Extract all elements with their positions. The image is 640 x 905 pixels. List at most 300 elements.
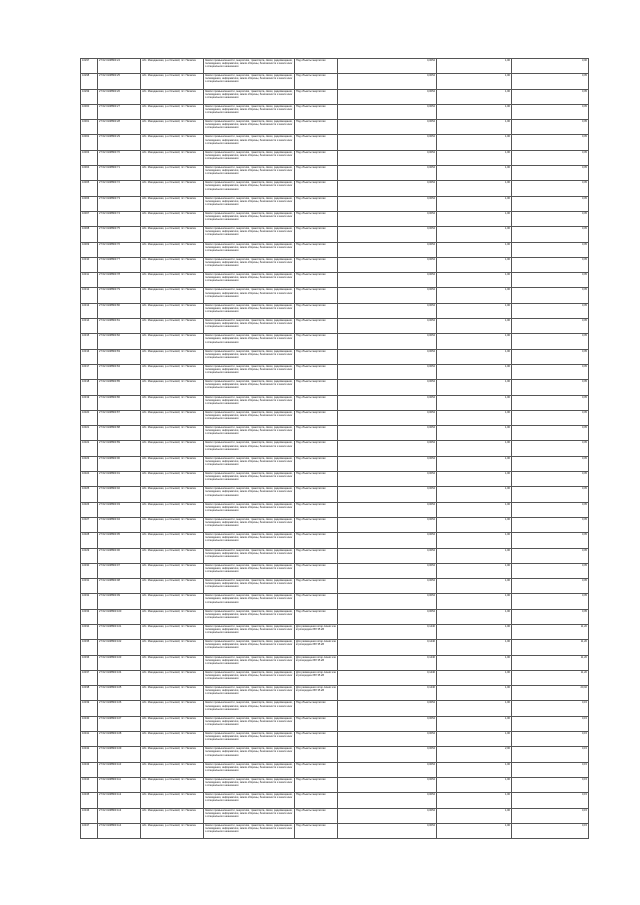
land-category-cell: Земли промышленности, энергетики, транспорта, связи, радиовещания, телевидения, информатики, земли обороны, безопасности и земли иного специального назначения [204,349,295,364]
rate-cell: 0,0054 [338,395,437,410]
permitted-use-cell: Под объекты энергетики [295,288,338,303]
permitted-use-cell: Под объекты энергетики [295,196,338,211]
table-row [81,548,589,563]
address-cell: обл. Магаданская, р-н Ольский, пгт. Палатка [141,579,204,594]
row-number-cell: 10336 [81,655,98,670]
row-number-cell: 10332 [81,594,98,609]
amount-cell: 0,05 [512,517,589,532]
amount-cell: 0,05 [512,120,589,135]
permitted-use-cell: Под объекты энергетики [295,579,338,594]
land-category-cell: Земли промышленности, энергетики, транспорта, связи, радиовещания, телевидения, информатики, земли обороны, безопасности и земли иного специального назначения [204,456,295,471]
coefficient-cell: 1,00 [437,303,512,318]
cadastral-number-cell: 27:02:0108803:104 [98,670,141,685]
coefficient-cell: 1,00 [437,319,512,334]
address-cell: обл. Магаданская, р-н Ольский, пгт. Палатка [141,303,204,318]
coefficient-cell: 1,00 [437,166,512,181]
address-cell: обл. Магаданская, р-н Ольский, пгт. Палатка [141,166,204,181]
amount-cell: 0,05 [512,273,589,288]
amount-cell: 0,05 [512,548,589,563]
table-row [81,747,589,762]
land-category-cell: Земли промышленности, энергетики, транспорта, связи, радиовещания, телевидения, информатики, земли обороны, безопасности и земли иного специального назначения [204,716,295,731]
amount-cell: 0,00 [512,59,589,74]
cadastral-number-cell: 27:02:0108803:99 [98,594,141,609]
rate-cell: 0,0054 [338,548,437,563]
land-category-cell: Земли промышленности, энергетики, транспорта, связи, радиовещания, телевидения, информатики, земли обороны, безопасности и земли иного специального назначения [204,120,295,135]
permitted-use-cell: Под объекты энергетики [295,701,338,716]
amount-cell: 11,20 [512,670,589,685]
amount-cell: 0,05 [512,257,589,272]
coefficient-cell: 1,00 [437,211,512,226]
cadastral-number-cell: 27:02:0108803:70 [98,150,141,165]
row-number-cell: 10346 [81,808,98,823]
coefficient-cell: 1,00 [437,196,512,211]
row-number-cell: 10317 [81,364,98,379]
permitted-use-cell: Под объекты энергетики [295,487,338,502]
rate-cell: 0,0054 [338,288,437,303]
land-category-cell: Земли промышленности, энергетики, транспорта, связи, радиовещания, телевидения, информатики, земли обороны, безопасности и земли иного специального назначения [204,640,295,655]
rate-cell: 0,0054 [338,823,437,838]
cadastral-number-cell: 27:02:0108803:29 [98,135,141,150]
land-category-cell: Земли промышленности, энергетики, транспорта, связи, радиовещания, телевидения, информатики, земли обороны, безопасности и земли иного специального назначения [204,762,295,777]
amount-cell: 0,05 [512,472,589,487]
cadastral-number-cell: 27:02:0108803:74 [98,211,141,226]
rate-cell: 0,0054 [338,594,437,609]
row-number-cell: 10309 [81,242,98,257]
coefficient-cell: 1,00 [437,609,512,624]
row-number-cell: 10322 [81,441,98,456]
address-cell: обл. Магаданская, р-н Ольский, пгт. Палатка [141,89,204,104]
cadastral-number-cell: 27:02:0108803:109 [98,747,141,762]
permitted-use-cell: Под объекты энергетики [295,609,338,624]
row-number-cell: 10331 [81,579,98,594]
coefficient-cell: 1,00 [437,410,512,425]
address-cell: обл. Магаданская, р-н Ольский, пгт. Палатка [141,640,204,655]
rate-cell: 0,0054 [338,166,437,181]
table-row [81,150,589,165]
table-row [81,319,589,334]
table-row [81,594,589,609]
address-cell: обл. Магаданская, р-н Ольский, пгт. Палатка [141,242,204,257]
row-number-cell: 10302 [81,135,98,150]
table-row [81,609,589,624]
land-category-cell: Земли промышленности, энергетики, транспорта, связи, радиовещания, телевидения, информатики, земли обороны, безопасности и земли иного специального назначения [204,181,295,196]
land-category-cell: Земли промышленности, энергетики, транспорта, связи, радиовещания, телевидения, информатики, земли обороны, безопасности и земли иного специального назначения [204,380,295,395]
coefficient-cell: 1,00 [437,395,512,410]
amount-cell: 0,05 [512,150,589,165]
cadastral-number-cell: 27:02:0108803:97 [98,563,141,578]
land-category-cell: Земли промышленности, энергетики, транспорта, связи, радиовещания, телевидения, информатики, земли обороны, безопасности и земли иного специального назначения [204,74,295,89]
address-cell: обл. Магаданская, р-н Ольский, пгт. Палатка [141,456,204,471]
coefficient-cell: 1,00 [437,808,512,823]
land-category-cell: Земли промышленности, энергетики, транспорта, связи, радиовещания, телевидения, информатики, земли обороны, безопасности и земли иного специального назначения [204,472,295,487]
cadastral-number-cell: 27:02:0108803:102 [98,640,141,655]
rate-cell: 0,0054 [338,257,437,272]
coefficient-cell: 1,00 [437,227,512,242]
cadastral-number-cell: 27:02:0108803:81 [98,319,141,334]
address-cell: обл. Магаданская, р-н Ольский, пгт. Палатка [141,395,204,410]
rate-cell: 0,0054 [338,135,437,150]
address-cell: обл. Магаданская, р-н Ольский, пгт. Палатка [141,563,204,578]
table-row [81,808,589,823]
row-number-cell: 10297 [81,59,98,74]
address-cell: обл. Магаданская, р-н Ольский, пгт. Палатка [141,410,204,425]
cadastral-number-cell: 27:02:0108803:110 [98,762,141,777]
coefficient-cell: 1,00 [437,823,512,838]
amount-cell: 0,05 [512,426,589,441]
cadastral-number-cell: 27:02:0108803:100 [98,609,141,624]
land-category-cell: Земли промышленности, энергетики, транспорта, связи, радиовещания, телевидения, информатики, земли обороны, безопасности и земли иного специального назначения [204,609,295,624]
cadastral-number-cell: 27:02:0108803:28 [98,120,141,135]
address-cell: обл. Магаданская, р-н Ольский, пгт. Палатка [141,670,204,685]
row-number-cell: 10299 [81,89,98,104]
land-category-cell: Земли промышленности, энергетики, транспорта, связи, радиовещания, телевидения, информатики, земли обороны, безопасности и земли иного специального назначения [204,89,295,104]
row-number-cell: 10308 [81,227,98,242]
table-row [81,472,589,487]
address-cell: обл. Магаданская, р-н Ольский, пгт. Палатка [141,196,204,211]
table-row [81,59,589,74]
address-cell: обл. Магаданская, р-н Ольский, пгт. Палатка [141,777,204,792]
table-row [81,395,589,410]
cadastral-number-cell: 27:02:0108803:93 [98,502,141,517]
amount-cell: 0,15 [512,777,589,792]
amount-cell: 0,05 [512,227,589,242]
rate-cell: 0,0054 [338,59,437,74]
rate-cell: 0,0054 [338,609,437,624]
table-row [81,441,589,456]
rate-cell: 0,1440 [338,655,437,670]
permitted-use-cell: Под объекты энергетики [295,395,338,410]
permitted-use-cell: Под объекты энергетики [295,747,338,762]
coefficient-cell: 1,00 [437,273,512,288]
table-row [81,288,589,303]
row-number-cell: 10343 [81,762,98,777]
address-cell: обл. Магаданская, р-н Ольский, пгт. Палатка [141,74,204,89]
coefficient-cell: 1,00 [437,426,512,441]
permitted-use-cell: Под объекты энергетики [295,211,338,226]
rate-cell: 0,0054 [338,319,437,334]
permitted-use-cell: Под объекты энергетики [295,135,338,150]
address-cell: обл. Магаданская, р-н Ольский, пгт. Палатка [141,441,204,456]
coefficient-cell: 1,00 [437,548,512,563]
row-number-cell: 10326 [81,502,98,517]
rate-cell: 0,0054 [338,211,437,226]
amount-cell: 0,15 [512,793,589,808]
address-cell: обл. Магаданская, р-н Ольский, пгт. Палатка [141,59,204,74]
table-body [81,59,589,839]
coefficient-cell: 1,00 [437,655,512,670]
row-number-cell: 10301 [81,120,98,135]
table-row [81,762,589,777]
amount-cell: 0,05 [512,74,589,89]
coefficient-cell: 1,00 [437,502,512,517]
land-category-cell: Земли промышленности, энергетики, транспорта, связи, радиовещания, телевидения, информатики, земли обороны, безопасности и земли иного специального назначения [204,670,295,685]
cadastral-number-cell: 27:02:0108803:80 [98,303,141,318]
rate-cell: 0,0054 [338,563,437,578]
rate-cell: 0,0054 [338,441,437,456]
rate-cell: 0,0054 [338,89,437,104]
land-category-cell: Земли промышленности, энергетики, транспорта, связи, радиовещания, телевидения, информатики, земли обороны, безопасности и земли иного специального назначения [204,334,295,349]
rate-cell: 0,0054 [338,747,437,762]
coefficient-cell: 1,00 [437,242,512,257]
coefficient-cell: 1,00 [437,59,512,74]
permitted-use-cell: Под объекты энергетики [295,732,338,747]
row-number-cell: 10303 [81,150,98,165]
amount-cell: 0,15 [512,823,589,838]
cadastral-number-cell: 27:02:0108803:92 [98,487,141,502]
address-cell: обл. Магаданская, р-н Ольский, пгт. Палатка [141,548,204,563]
amount-cell: 0,05 [512,288,589,303]
permitted-use-cell: Под объекты энергетики [295,303,338,318]
cadastral-number-cell: 27:02:0108803:108 [98,732,141,747]
cadastral-number-cell: 27:02:0108803:114 [98,823,141,838]
table-row [81,456,589,471]
land-category-cell: Земли промышленности, энергетики, транспорта, связи, радиовещания, телевидения, информатики, земли обороны, безопасности и земли иного специального назначения [204,686,295,701]
cadastral-number-cell: 27:02:0108803:107 [98,716,141,731]
amount-cell: 0,05 [512,502,589,517]
land-category-cell: Земли промышленности, энергетики, транспорта, связи, радиовещания, телевидения, информатики, земли обороны, безопасности и земли иного специального назначения [204,319,295,334]
address-cell: обл. Магаданская, р-н Ольский, пгт. Палатка [141,211,204,226]
table-row [81,716,589,731]
table-row [81,533,589,548]
land-category-cell: Земли промышленности, энергетики, транспорта, связи, радиовещания, телевидения, информатики, земли обороны, безопасности и земли иного специального назначения [204,242,295,257]
address-cell: обл. Магаданская, р-н Ольский, пгт. Палатка [141,120,204,135]
cadastral-number-cell: 27:02:0108803:112 [98,793,141,808]
amount-cell: 0,05 [512,380,589,395]
table-row [81,426,589,441]
address-cell: обл. Магаданская, р-н Ольский, пгт. Палатка [141,135,204,150]
coefficient-cell: 1,00 [437,380,512,395]
table-row [81,777,589,792]
land-parcel-table [80,58,589,839]
permitted-use-cell: Под объекты энергетики [295,410,338,425]
cadastral-number-cell: 27:02:0108803:78 [98,273,141,288]
amount-cell: 0,05 [512,104,589,119]
address-cell: обл. Магаданская, р-н Ольский, пгт. Палатка [141,380,204,395]
rate-cell: 0,0054 [338,364,437,379]
coefficient-cell: 1,00 [437,533,512,548]
cadastral-number-cell: 27:02:0108803:113 [98,808,141,823]
coefficient-cell: 1,00 [437,120,512,135]
address-cell: обл. Магаданская, р-н Ольский, пгт. Палатка [141,364,204,379]
amount-cell: 0,05 [512,579,589,594]
cadastral-number-cell: 27:02:0108803:72 [98,181,141,196]
row-number-cell: 10342 [81,747,98,762]
permitted-use-cell: Для размещения опор линии электропередачи ВЛ 35 кВ [295,624,338,639]
address-cell: обл. Магаданская, р-н Ольский, пгт. Палатка [141,487,204,502]
coefficient-cell: 1,00 [437,456,512,471]
table-row [81,166,589,181]
amount-cell: 0,05 [512,395,589,410]
coefficient-cell: 2,00 [437,747,512,762]
row-number-cell: 10344 [81,777,98,792]
amount-cell: 11,20 [512,640,589,655]
table-row [81,579,589,594]
coefficient-cell: 1,00 [437,74,512,89]
cadastral-number-cell: 27:02:0108803:75 [98,227,141,242]
table-row [81,227,589,242]
row-number-cell: 10311 [81,273,98,288]
permitted-use-cell: Под объекты энергетики [295,502,338,517]
address-cell: обл. Магаданская, р-н Ольский, пгт. Палатка [141,334,204,349]
rate-cell: 0,0054 [338,701,437,716]
table-row [81,701,589,716]
cadastral-number-cell: 27:02:0108803:88 [98,426,141,441]
cadastral-number-cell: 27:02:0108803:87 [98,410,141,425]
amount-cell: 0,05 [512,211,589,226]
rate-cell: 0,0054 [338,808,437,823]
coefficient-cell: 1,00 [437,257,512,272]
permitted-use-cell: Под объекты энергетики [295,120,338,135]
rate-cell: 0,0054 [338,426,437,441]
table-row [81,273,589,288]
rate-cell: 0,0054 [338,533,437,548]
coefficient-cell: 1,00 [437,364,512,379]
table-row [81,349,589,364]
table-row [81,686,589,701]
address-cell: обл. Магаданская, р-н Ольский, пгт. Палатка [141,793,204,808]
row-number-cell: 10312 [81,288,98,303]
coefficient-cell: 1,00 [437,349,512,364]
address-cell: обл. Магаданская, р-н Ольский, пгт. Палатка [141,747,204,762]
land-category-cell: Земли промышленности, энергетики, транспорта, связи, радиовещания, телевидения, информатики, земли обороны, безопасности и земли иного специального назначения [204,395,295,410]
land-category-cell: Земли промышленности, энергетики, транспорта, связи, радиовещания, телевидения, информатики, земли обороны, безопасности и земли иного специального назначения [204,211,295,226]
permitted-use-cell: Для размещения опор линии электропередачи ВЛ 35 кВ [295,640,338,655]
cadastral-number-cell: 27:02:0108803:101 [98,624,141,639]
cadastral-number-cell: 27:02:0108803:26 [98,89,141,104]
coefficient-cell: 1,00 [437,793,512,808]
rate-cell: 0,0054 [338,196,437,211]
land-category-cell: Земли промышленности, энергетики, транспорта, связи, радиовещания, телевидения, информатики, земли обороны, безопасности и земли иного специального назначения [204,823,295,838]
rate-cell: 0,0054 [338,793,437,808]
row-number-cell: 10337 [81,670,98,685]
land-category-cell: Земли промышленности, энергетики, транспорта, связи, радиовещания, телевидения, информатики, земли обороны, безопасности и земли иного специального назначения [204,166,295,181]
address-cell: обл. Магаданская, р-н Ольский, пгт. Палатка [141,762,204,777]
amount-cell: 0,05 [512,487,589,502]
table-row [81,303,589,318]
address-cell: обл. Магаданская, р-н Ольский, пгт. Палатка [141,349,204,364]
table-row [81,732,589,747]
land-category-cell: Земли промышленности, энергетики, транспорта, связи, радиовещания, телевидения, информатики, земли обороны, безопасности и земли иного специального назначения [204,288,295,303]
address-cell: обл. Магаданская, р-н Ольский, пгт. Палатка [141,472,204,487]
permitted-use-cell: Под объекты энергетики [295,104,338,119]
row-number-cell: 10325 [81,487,98,502]
cadastral-number-cell: 27:02:0108803:105 [98,686,141,701]
row-number-cell: 10329 [81,548,98,563]
coefficient-cell: 1,00 [437,594,512,609]
permitted-use-cell: Под объекты энергетики [295,793,338,808]
permitted-use-cell: Под объекты энергетики [295,563,338,578]
row-number-cell: 10298 [81,74,98,89]
land-category-cell: Земли промышленности, энергетики, транспорта, связи, радиовещания, телевидения, информатики, земли обороны, безопасности и земли иного специального назначения [204,257,295,272]
row-number-cell: 10334 [81,624,98,639]
row-number-cell: 10341 [81,732,98,747]
permitted-use-cell: Под объекты энергетики [295,426,338,441]
address-cell: обл. Магаданская, р-н Ольский, пгт. Палатка [141,257,204,272]
rate-cell: 0,1440 [338,686,437,701]
amount-cell: 0,05 [512,303,589,318]
row-number-cell: 10305 [81,181,98,196]
permitted-use-cell: Под объекты энергетики [295,364,338,379]
table-row [81,793,589,808]
amount-cell: 0,15 [512,808,589,823]
cadastral-number-cell: 27:02:0108803:94 [98,517,141,532]
cadastral-number-cell: 27:02:0108803:77 [98,257,141,272]
table-row [81,74,589,89]
coefficient-cell: 1,00 [437,579,512,594]
table-row [81,89,589,104]
table-row [81,502,589,517]
coefficient-cell: 1,00 [437,762,512,777]
permitted-use-cell: Под объекты энергетики [295,548,338,563]
land-category-cell: Земли промышленности, энергетики, транспорта, связи, радиовещания, телевидения, информатики, земли обороны, безопасности и земли иного специального назначения [204,441,295,456]
address-cell: обл. Магаданская, р-н Ольский, пгт. Палатка [141,517,204,532]
rate-cell: 0,0054 [338,227,437,242]
table-row [81,242,589,257]
row-number-cell: 10327 [81,517,98,532]
coefficient-cell: 1,00 [437,732,512,747]
permitted-use-cell: Под объекты энергетики [295,257,338,272]
table-row [81,655,589,670]
cadastral-number-cell: 27:02:0108803:106 [98,701,141,716]
cadastral-number-cell: 27:02:0108803:103 [98,655,141,670]
address-cell: обл. Магаданская, р-н Ольский, пгт. Палатка [141,655,204,670]
row-number-cell: 10321 [81,426,98,441]
rate-cell: 0,0054 [338,74,437,89]
rate-cell: 0,0054 [338,517,437,532]
address-cell: обл. Магаданская, р-н Ольский, пгт. Палатка [141,426,204,441]
address-cell: обл. Магаданская, р-н Ольский, пгт. Палатка [141,288,204,303]
coefficient-cell: 1,00 [437,487,512,502]
table-row [81,257,589,272]
row-number-cell: 10320 [81,410,98,425]
row-number-cell: 10328 [81,533,98,548]
address-cell: обл. Магаданская, р-н Ольский, пгт. Палатка [141,104,204,119]
amount-cell: 0,05 [512,533,589,548]
row-number-cell: 10306 [81,196,98,211]
amount-cell: 0,05 [512,181,589,196]
address-cell: обл. Магаданская, р-н Ольский, пгт. Палатка [141,319,204,334]
permitted-use-cell: Под объекты энергетики [295,242,338,257]
address-cell: обл. Магаданская, р-н Ольский, пгт. Палатка [141,181,204,196]
cadastral-number-cell: 27:02:0108803:84 [98,364,141,379]
coefficient-cell: 1,00 [437,777,512,792]
rate-cell: 0,0054 [338,104,437,119]
table-row [81,563,589,578]
row-number-cell: 10307 [81,211,98,226]
address-cell: обл. Магаданская, р-н Ольский, пгт. Палатка [141,624,204,639]
land-category-cell: Земли промышленности, энергетики, транспорта, связи, радиовещания, телевидения, информатики, земли обороны, безопасности и земли иного специального назначения [204,808,295,823]
row-number-cell: 10304 [81,166,98,181]
row-number-cell: 10335 [81,640,98,655]
cadastral-number-cell: 27:02:0108803:91 [98,472,141,487]
table-row [81,334,589,349]
land-category-cell: Земли промышленности, энергетики, транспорта, связи, радиовещания, телевидения, информатики, земли обороны, безопасности и земли иного специального назначения [204,624,295,639]
land-category-cell: Земли промышленности, энергетики, транспорта, связи, радиовещания, телевидения, информатики, земли обороны, безопасности и земли иного специального назначения [204,196,295,211]
cadastral-number-cell: 27:02:0108803:111 [98,777,141,792]
rate-cell: 0,0054 [338,502,437,517]
amount-cell: 0,05 [512,166,589,181]
amount-cell: 0,05 [512,135,589,150]
land-category-cell: Земли промышленности, энергетики, транспорта, связи, радиовещания, телевидения, информатики, земли обороны, безопасности и земли иного специального назначения [204,104,295,119]
permitted-use-cell: Под объекты энергетики [295,59,338,74]
rate-cell: 0,0054 [338,472,437,487]
address-cell: обл. Магаданская, р-н Ольский, пгт. Палатка [141,609,204,624]
land-category-cell: Земли промышленности, энергетики, транспорта, связи, радиовещания, телевидения, информатики, земли обороны, безопасности и земли иного специального назначения [204,59,295,74]
cadastral-number-cell: 27:02:0108803:86 [98,395,141,410]
address-cell: обл. Магаданская, р-н Ольский, пгт. Палатка [141,594,204,609]
rate-cell: 0,0054 [338,120,437,135]
row-number-cell: 10314 [81,319,98,334]
